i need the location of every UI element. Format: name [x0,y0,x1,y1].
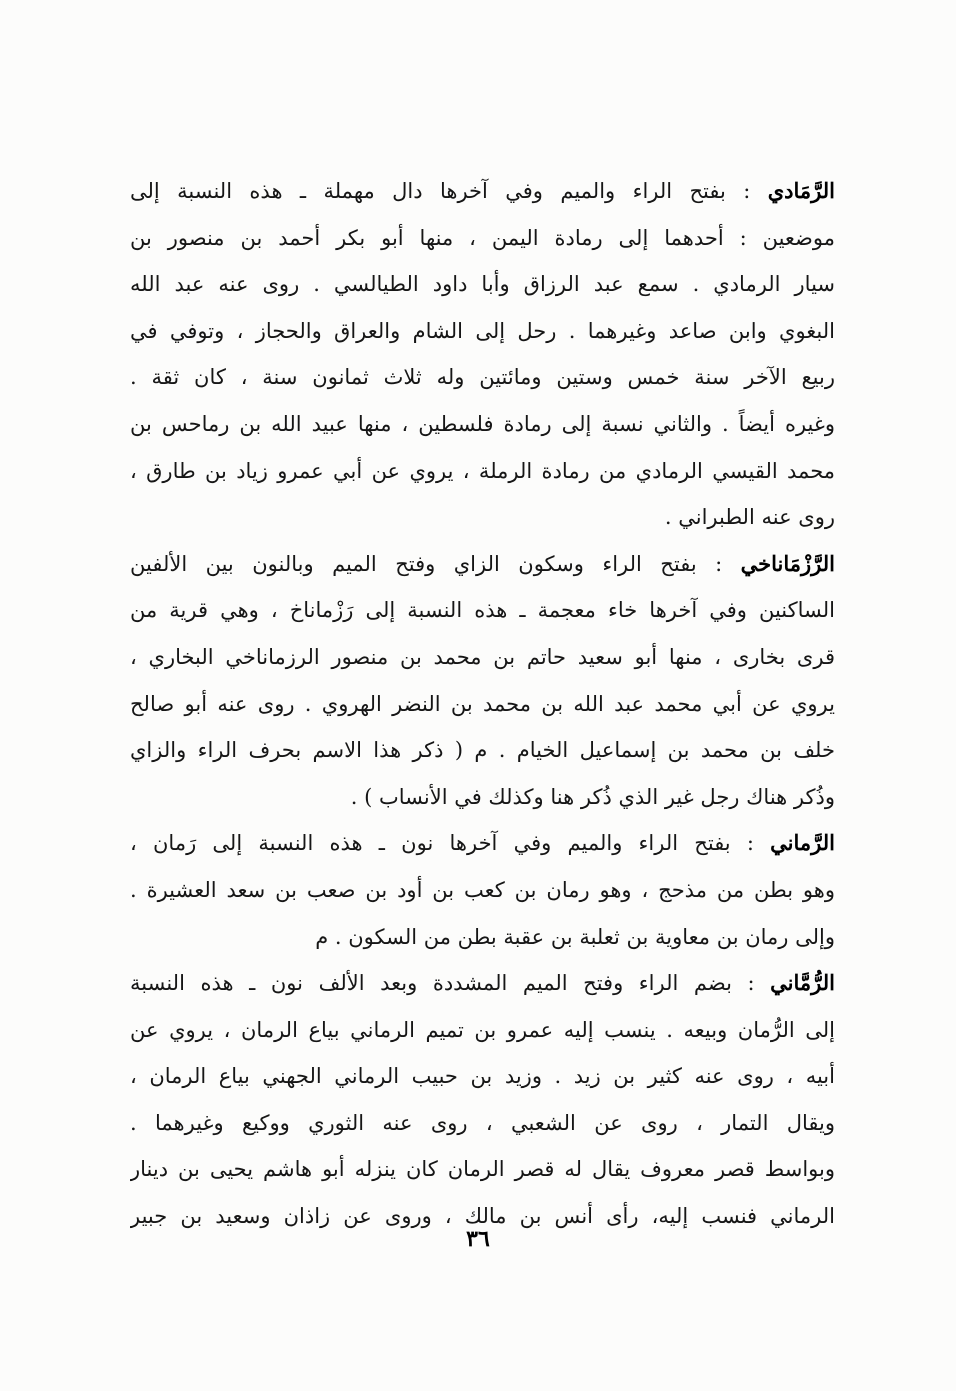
text-line: خلف بن محمد بن إسماعيل الخيام . م ( ذكر هذا الاسم بحرف الراء والزاي [130,738,835,763]
page-number: ٣٦ [466,1226,490,1252]
page-body-text [130,168,835,1240]
text-line: وهو بطن من مذحج ، وهو رمان بن كعب بن أود بن صعب بن سعد العشيرة . [130,877,835,902]
text-line: محمد القيسي الرمادي من رمادة الرملة ، يروي عن أبي عمرو زياد بن طارق ، [130,458,835,483]
entry-first-line [130,168,835,215]
entry-first-line [130,820,835,867]
text-line: وبواسط قصر معروف يقال له قصر الرمان كان ينزله أبو هاشم يحيى بن دينار [130,1157,835,1182]
text-line: الرماني فنسب إليه، رأى أنس بن مالك ، وروى عن زاذان وسعيد بن جبير [130,1204,835,1229]
text-line: ويقال التمار ، روى عن الشعبي ، روى عنه الثوري ووكيع وغيرهما . [130,1110,835,1135]
text-line: الساكنين وفي آخرها خاء معجمة ـ هذه النسبة إلى رَزْماناخ ، وهي قرية من [130,598,835,623]
text-line: موضعين : أحدهما إلى رمادة اليمن ، منها أبو بكر أحمد بن منصور بن [130,225,835,250]
entry-headword: الرَّمَادي [767,178,835,203]
entry-headword: الرَّماني [770,830,835,856]
text-line: أبيه ، روى عنه كثير بن زيد . وزيد بن حبيب الرماني الجهني بياع الرمان ، [130,1064,835,1089]
text-line: قرى بخارى ، منها أبو سعيد حاتم بن محمد بن منصور الرزماناخي البخاري ، [130,644,835,669]
text-line: البغوي وابن صاعد وغيرهما . رحل إلى الشام والعراق والحجاز ، وتوفي في [130,318,835,343]
entry-headword: الرَّزْمَاناخي [740,550,835,576]
entry-text: : بضم الراء وفتح الميم المشددة وبعد الألف نون ـ هذه النسبة [130,971,771,996]
text-line: روى عنه الطبراني . [664,505,835,530]
entry-text: : بفتح الراء والميم وفي آخرها نون ـ هذه النسبة إلى رَمان ، [130,831,771,856]
text-line: وغيره أيضاً . والثاني نسبة إلى رمادة فلسطين ، منها عبيد الله بن رماحس بن [130,411,835,436]
text-line: وذُكر هناك رجل غير الذي ذُكر هنا وكذلك في الأنساب ) . [350,784,835,809]
entry-first-line [130,541,835,588]
text-line: يروي عن أبي محمد عبد الله بن محمد بن النضر الهروي . روى عنه أبو صالح [130,691,835,716]
text-line: ربيع الآخر سنة خمس وستين ومائتين وله ثلاث ثمانون سنة ، كان ثقة . [130,365,835,390]
entry-first-line [130,960,835,1007]
text-line: سيار الرمادي . سمع عبد الرزاق وأبا داود الطيالسي . روى عنه عبد الله [130,272,835,297]
entry-headword: الرُّمَّاني [770,970,835,996]
text-line: إلى الرُّمان وبيعه . ينسب إليه عمرو بن تميم الرماني بياع الرمان ، يروي عن [130,1017,835,1042]
entry-text: : بفتح الراء وسكون الزاي وفتح الميم وبالنون بين الألفين [130,551,741,576]
text-line: وإلى رمان بن معاوية بن ثعلبة بن عقبة بطن من السكون . م [315,924,835,949]
entry-text: : بفتح الراء والميم وفي آخرها دال مهملة ـ هذه النسبة إلى [130,179,768,203]
